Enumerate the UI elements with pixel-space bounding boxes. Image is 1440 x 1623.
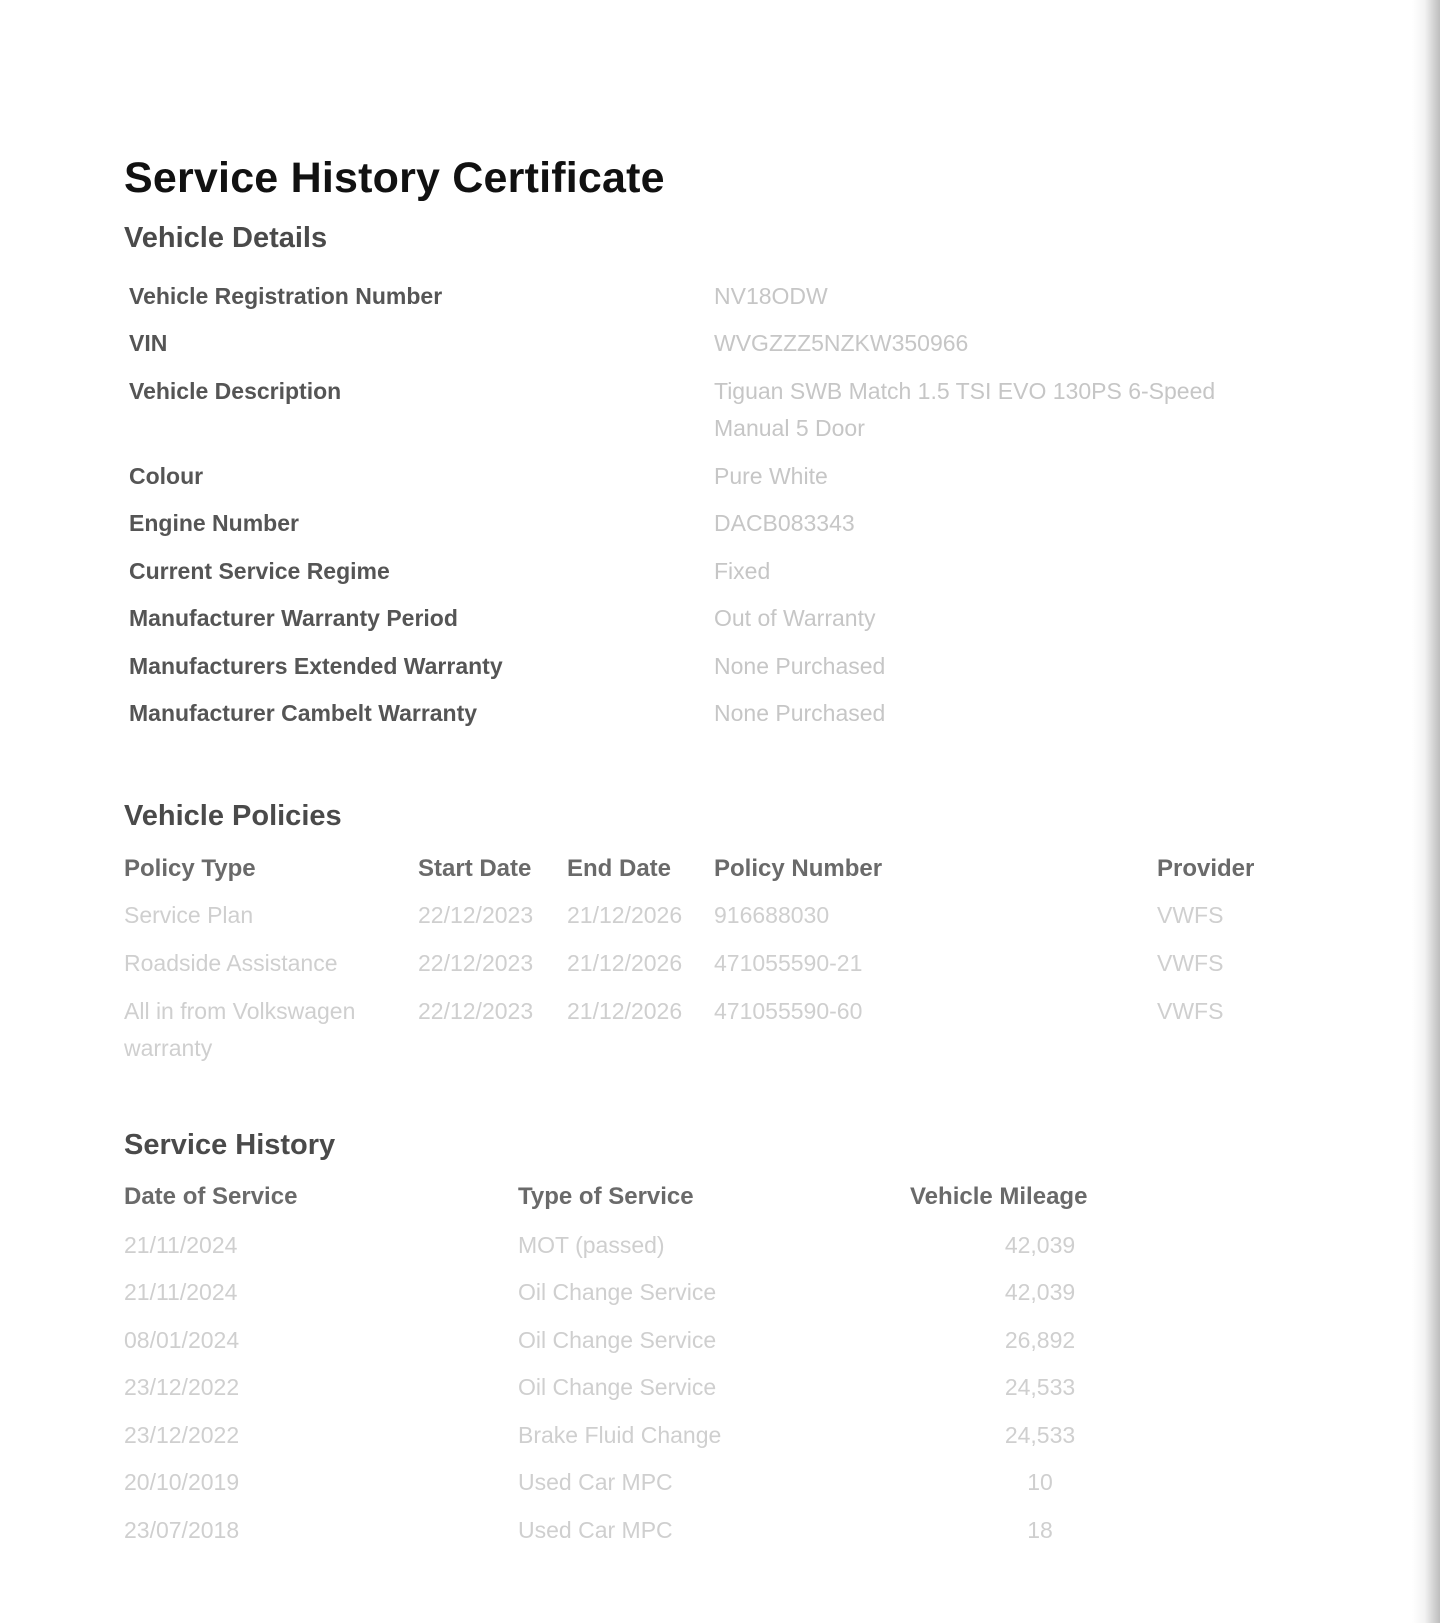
service-type-cell: Used Car MPC [518, 1469, 673, 1495]
detail-label: Manufacturer Warranty Period [129, 605, 458, 631]
detail-label: Vehicle Description [129, 378, 342, 404]
service-date-cell: 23/07/2018 [124, 1517, 240, 1543]
column-header-type-of-service: Type of Service [518, 1183, 694, 1210]
mileage-cell: 42,039 [1004, 1279, 1076, 1305]
mileage-cell: 24,533 [1004, 1422, 1076, 1448]
mileage-cell: 10 [1027, 1469, 1053, 1495]
vehicle-policies-heading: Vehicle Policies [124, 800, 342, 832]
end-date-cell: 21/12/2026 [567, 998, 683, 1024]
detail-label: Manufacturer Cambelt Warranty [129, 700, 478, 726]
page-edge-shadow [1412, 0, 1440, 1623]
detail-value: Tiguan SWB Match 1.5 TSI EVO 130PS 6-Speed Manual 5 Door [714, 378, 1216, 441]
column-header-vehicle-mileage: Vehicle Mileage [910, 1183, 1088, 1210]
start-date-cell: 22/12/2023 [418, 902, 534, 928]
service-type-cell: Oil Change Service [518, 1374, 717, 1400]
detail-value: None Purchased [714, 653, 886, 679]
column-header-date-of-service: Date of Service [124, 1183, 298, 1210]
column-header-policy-number: Policy Number [714, 855, 883, 882]
policy-number-cell: 471055590-60 [714, 998, 863, 1024]
policy-number-cell: 471055590-21 [714, 950, 863, 976]
service-date-cell: 21/11/2024 [124, 1279, 238, 1305]
service-type-cell: MOT (passed) [518, 1232, 665, 1258]
detail-label: Vehicle Registration Number [129, 283, 443, 309]
policy-type-cell: Roadside Assistance [124, 950, 338, 976]
detail-value: None Purchased [714, 700, 886, 726]
policy-type-cell: All in from Volkswagen warranty [124, 998, 356, 1061]
detail-label: VIN [129, 330, 168, 356]
service-type-cell: Oil Change Service [518, 1327, 717, 1353]
detail-value: Pure White [714, 463, 828, 489]
provider-cell: VWFS [1157, 998, 1224, 1024]
service-type-cell: Used Car MPC [518, 1517, 673, 1543]
start-date-cell: 22/12/2023 [418, 998, 534, 1024]
service-date-cell: 21/11/2024 [124, 1232, 238, 1258]
detail-label: Colour [129, 463, 204, 489]
service-date-cell: 08/01/2024 [124, 1327, 240, 1353]
end-date-cell: 21/12/2026 [567, 902, 683, 928]
mileage-cell: 24,533 [1004, 1374, 1076, 1400]
policy-number-cell: 916688030 [714, 902, 830, 928]
detail-value: DACB083343 [714, 510, 855, 536]
service-type-cell: Brake Fluid Change [518, 1422, 722, 1448]
detail-label: Engine Number [129, 510, 299, 536]
detail-value: WVGZZZ5NZKW350966 [714, 330, 969, 356]
provider-cell: VWFS [1157, 950, 1224, 976]
detail-value: NV18ODW [714, 283, 828, 309]
mileage-cell: 18 [1027, 1517, 1053, 1543]
column-header-policy-type: Policy Type [124, 855, 256, 882]
end-date-cell: 21/12/2026 [567, 950, 683, 976]
policy-type-cell: Service Plan [124, 902, 254, 928]
start-date-cell: 22/12/2023 [418, 950, 534, 976]
service-date-cell: 23/12/2022 [124, 1374, 240, 1400]
column-header-start-date: Start Date [418, 855, 532, 882]
service-type-cell: Oil Change Service [518, 1279, 717, 1305]
detail-value: Out of Warranty [714, 605, 876, 631]
service-history-heading: Service History [124, 1129, 336, 1161]
detail-label: Current Service Regime [129, 558, 390, 584]
service-date-cell: 20/10/2019 [124, 1469, 240, 1495]
column-header-provider: Provider [1157, 855, 1255, 882]
detail-value: Fixed [714, 558, 771, 584]
mileage-cell: 42,039 [1004, 1232, 1076, 1258]
service-date-cell: 23/12/2022 [124, 1422, 240, 1448]
page-title: Service History Certificate [124, 154, 665, 202]
vehicle-details-heading: Vehicle Details [124, 222, 328, 254]
column-header-end-date: End Date [567, 855, 672, 882]
mileage-cell: 26,892 [1004, 1327, 1076, 1353]
detail-label: Manufacturers Extended Warranty [129, 653, 503, 679]
provider-cell: VWFS [1157, 902, 1224, 928]
